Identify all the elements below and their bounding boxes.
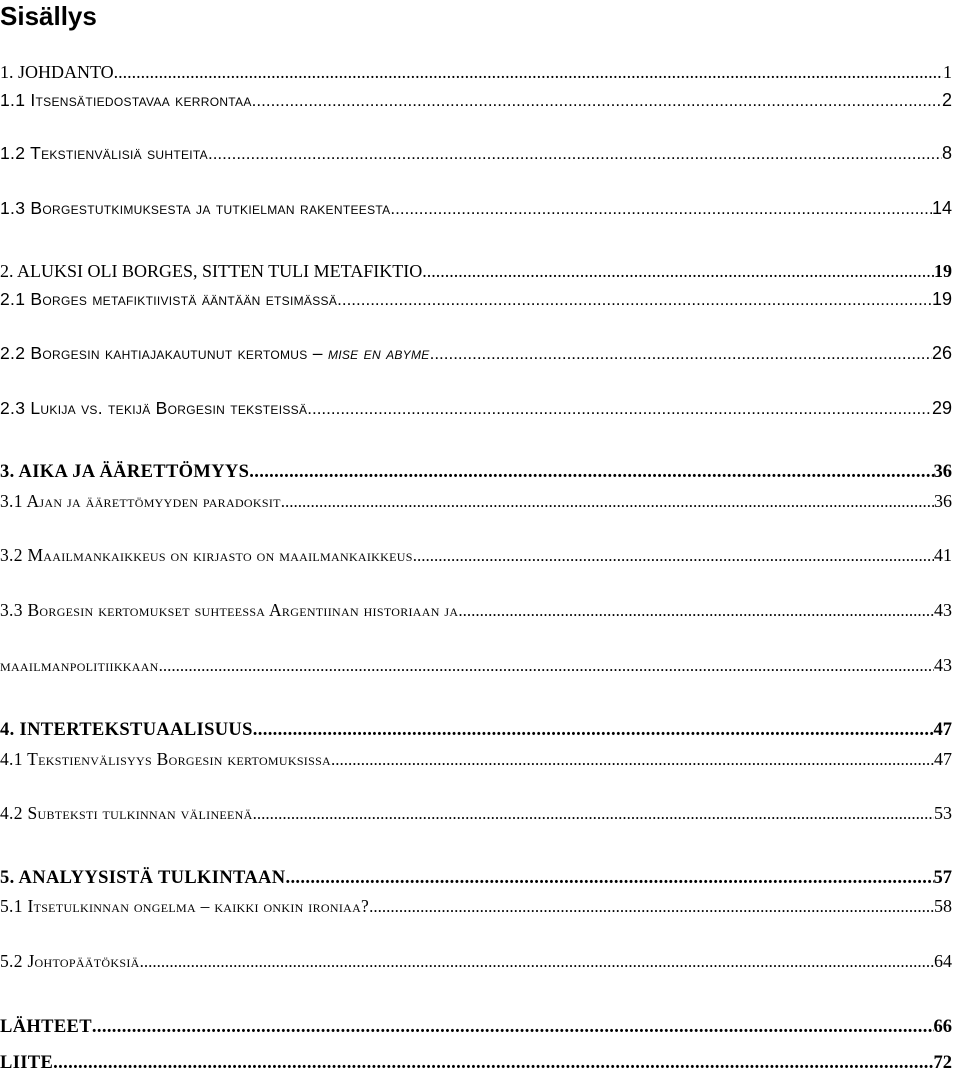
toc-entry-section-1-2[interactable]	[0, 143, 952, 169]
toc-entry-label-italic: mise en abyme	[327, 343, 430, 363]
toc-leader-dots	[307, 399, 932, 419]
toc-leader-dots	[413, 546, 934, 566]
toc-entry-section-3-3[interactable]	[0, 600, 952, 626]
toc-leader-dots	[285, 868, 933, 889]
toc-entry-page: 43	[934, 600, 952, 620]
toc-entry-page: 47	[934, 749, 952, 769]
toc-entry-page: 19	[934, 261, 952, 281]
toc-entry-label: 5. ANALYYSISTÄ TULKINTAAN	[0, 868, 286, 888]
toc-entry-page: 47	[933, 720, 952, 740]
toc-entry-page: 1	[943, 62, 952, 82]
toc-entry-label: 4. INTERTEKSTUAALISUUS	[0, 720, 253, 740]
toc-leader-dots	[331, 750, 934, 770]
toc-leader-dots	[249, 462, 933, 483]
toc-entry-page: 19	[931, 289, 952, 309]
toc-entry-chapter-4[interactable]	[0, 720, 952, 746]
toc-leader-dots	[252, 91, 942, 111]
toc-entry-label: 1. JOHDANTO	[0, 62, 114, 82]
toc-leader-dots	[114, 62, 943, 83]
toc-entry-label: LIITE	[0, 1053, 54, 1073]
toc-entry-label: 3.3 Borgesin kertomukset suhteessa Argentiinan historiaan ja	[0, 600, 459, 620]
toc-entry-chapter-5[interactable]	[0, 868, 952, 894]
toc-leader-dots	[337, 290, 932, 310]
toc-entry-label: 3. AIKA JA ÄÄRETTÖMYYS	[0, 462, 250, 482]
toc-entry-label: 2.3 Lukija vs. tekijä Borgesin teksteissä	[0, 398, 308, 418]
toc-leader-dots	[281, 492, 934, 512]
toc-entry-label: 2.1 Borges metafiktiivistä ääntään etsimässä	[0, 289, 338, 309]
toc-entry-label: maailmanpolitiikkaan	[0, 655, 159, 675]
toc-entry-page: 8	[941, 143, 952, 163]
toc-entry-page: 72	[933, 1053, 952, 1073]
toc-leader-dots	[369, 897, 934, 917]
toc-leader-dots	[430, 344, 932, 364]
toc-entry-chapter-3[interactable]	[0, 462, 952, 488]
toc-entry-section-2-3[interactable]	[0, 398, 952, 424]
page-title: Sisällys	[0, 1, 97, 31]
toc-entry-page: 66	[933, 1017, 952, 1037]
toc-entry-page: 41	[934, 545, 952, 565]
toc-leader-dots	[92, 1017, 934, 1038]
toc-entry-page: 64	[934, 951, 952, 971]
toc-entry-label: LÄHTEET	[0, 1017, 92, 1037]
toc-leader-dots	[253, 804, 934, 824]
toc-entry-page: 43	[934, 655, 952, 675]
toc-entry-label: 3.1 Ajan ja äärettömyyden paradoksit	[0, 491, 281, 511]
toc-leader-dots	[458, 601, 934, 621]
toc-entry-label: 3.2 Maailmankaikkeus on kirjasto on maailmankaikkeus	[0, 545, 413, 565]
toc-entry-page: 36	[934, 491, 952, 511]
toc-entry-chapter-1[interactable]	[0, 62, 952, 88]
toc-leader-dots	[53, 1053, 933, 1074]
toc-entry-sources[interactable]	[0, 1017, 952, 1043]
toc-entry-section-4-1[interactable]	[0, 749, 952, 775]
toc-entry-label: 4.1 Tekstienvälisyys Borgesin kertomuksissa	[0, 749, 332, 769]
toc-entry-page: 14	[931, 198, 952, 218]
toc-entry-label: 5.2 Johtopäätöksiä	[0, 951, 140, 971]
toc-entry-label: 2. ALUKSI OLI BORGES, SITTEN TULI METAFIKTIO	[0, 261, 423, 281]
toc-leader-dots	[390, 199, 932, 219]
toc-entry-page: 36	[933, 462, 952, 482]
toc-entry-page: 2	[941, 90, 952, 110]
toc-entry-page: 29	[931, 398, 952, 418]
toc-entry-page: 57	[933, 868, 952, 888]
toc-entry-label-main: 2.2 Borgesin kahtiajakautunut kertomus –	[0, 343, 328, 363]
toc-entry-section-2-1[interactable]	[0, 289, 952, 315]
toc-leader-dots	[422, 261, 934, 282]
toc-entry-label: 1.2 Tekstienvälisiä suhteita	[0, 143, 208, 163]
toc-entry-section-1-1[interactable]	[0, 90, 952, 116]
toc-leader-dots	[140, 952, 934, 972]
toc-leader-dots	[253, 720, 934, 741]
toc-entry-section-5-1[interactable]	[0, 896, 952, 922]
toc-entry-section-3-1[interactable]	[0, 491, 952, 517]
toc-leader-dots	[208, 144, 942, 164]
toc-entry-page: 53	[934, 803, 952, 823]
toc-leader-dots	[159, 656, 934, 676]
toc-entry-label	[0, 343, 430, 364]
toc-entry-section-3-3-continued[interactable]	[0, 655, 952, 681]
toc-entry-section-2-2[interactable]	[0, 343, 952, 369]
toc-entry-label: 5.1 Itsetulkinnan ongelma – kaikki onkin ironiaa?	[0, 896, 370, 916]
toc-entry-section-3-2[interactable]	[0, 545, 952, 571]
toc-entry-page: 26	[931, 343, 952, 363]
toc-entry-section-4-2[interactable]	[0, 803, 952, 829]
toc-entry-appendix[interactable]	[0, 1053, 952, 1079]
toc-entry-section-5-2[interactable]	[0, 951, 952, 977]
toc-entry-page: 58	[934, 896, 952, 916]
toc-entry-label: 1.3 Borgestutkimuksesta ja tutkielman rakenteesta	[0, 198, 391, 218]
toc-entry-label: 1.1 Itsensätiedostavaa kerrontaa	[0, 90, 252, 110]
toc-entry-label: 4.2 Subteksti tulkinnan välineenä	[0, 803, 253, 823]
toc-entry-section-1-3[interactable]	[0, 198, 952, 224]
toc-entry-chapter-2[interactable]	[0, 261, 952, 287]
